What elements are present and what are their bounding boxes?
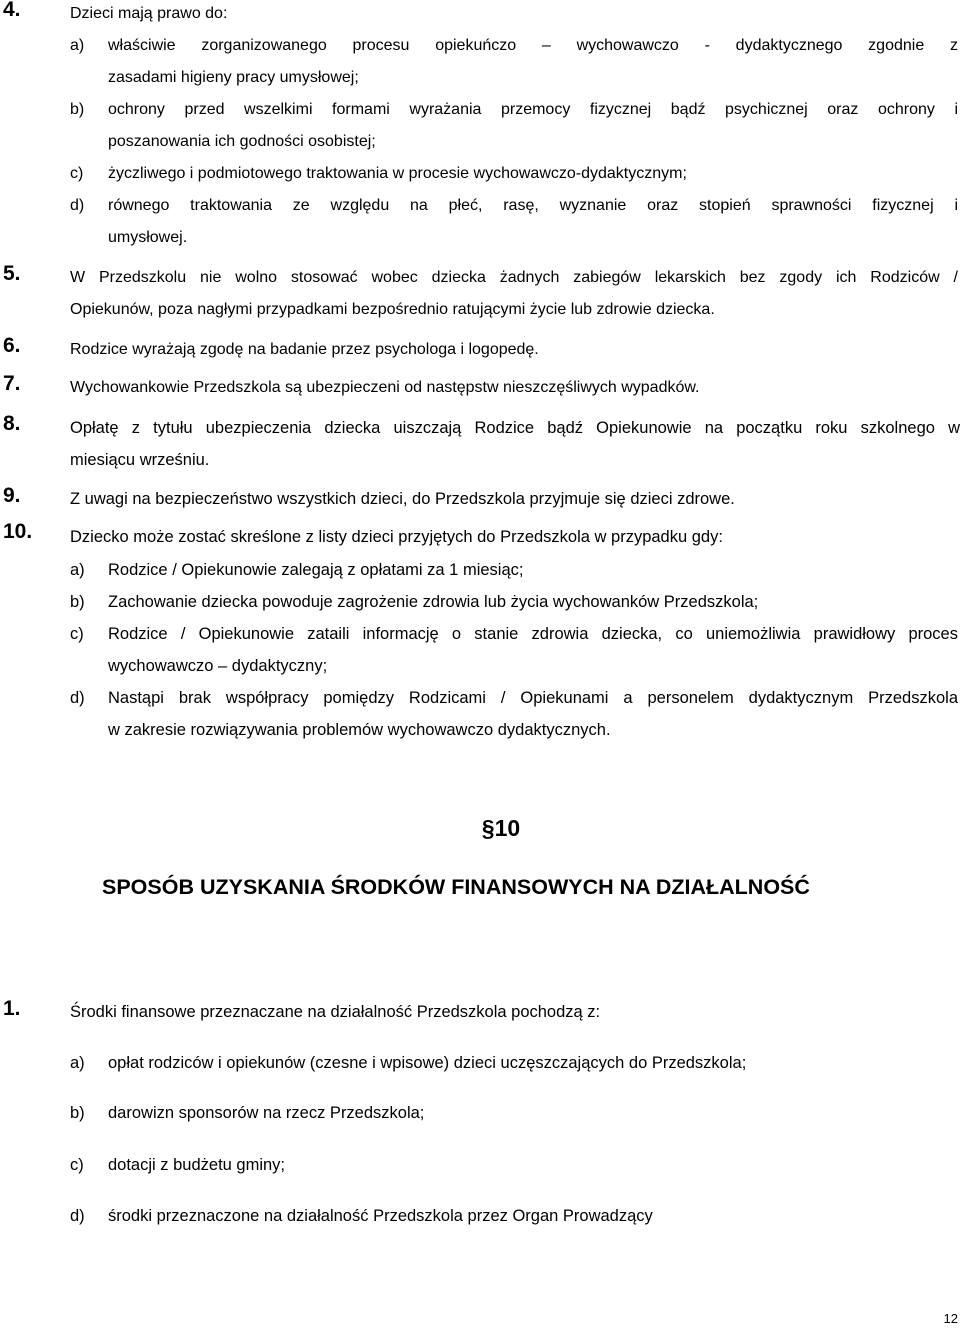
item-text-line: Nastąpi brak współpracy pomiędzy Rodzicami / Opiekunami a personelem dydaktycznym Przedszkola: [108, 689, 958, 707]
item-text-line: właściwie zorganizowanego procesu opiekuńczo – wychowawczo - dydaktycznego zgodnie z: [108, 37, 958, 54]
section-heading: SPOSÓB UZYSKANIA ŚRODKÓW FINANSOWYCH NA DZIAŁALNOŚĆ: [102, 875, 810, 899]
item-letter: b): [70, 593, 85, 611]
item-text: środki przeznaczone na działalność Przedszkola przez Organ Prowadzący: [108, 1207, 653, 1225]
point-text-line: W Przedszkolu nie wolno stosować wobec dziecka żadnych zabiegów lekarskich bez zgody ich Rodziców /: [70, 269, 958, 286]
point-number: 8.: [3, 412, 21, 435]
item-text: darowizn sponsorów na rzecz Przedszkola;: [108, 1104, 425, 1122]
point-number: 7.: [3, 372, 21, 395]
point-number: 10.: [3, 520, 33, 543]
point-text: Dzieci mają prawo do:: [70, 5, 228, 22]
point-text-line: miesiącu wrześniu.: [70, 451, 210, 469]
point-text: Środki finansowe przeznaczane na działalność Przedszkola pochodzą z:: [70, 1003, 601, 1021]
item-letter: b): [70, 101, 85, 118]
item-letter: d): [70, 1207, 85, 1225]
item-letter: c): [70, 165, 84, 182]
page-number: 12: [943, 1311, 958, 1326]
section-number: [0, 815, 960, 842]
section-symbol: §: [481, 815, 495, 841]
item-text-line: poszanowania ich godności osobistej;: [108, 133, 376, 150]
section-number-value: 10: [494, 815, 521, 841]
item-letter: a): [70, 1054, 85, 1072]
item-text-line: Zachowanie dziecka powoduje zagrożenie zdrowia lub życia wychowanków Przedszkola;: [108, 593, 759, 611]
point-number: 9.: [3, 484, 21, 507]
item-text-line: życzliwego i podmiotowego traktowania w procesie wychowawczo-dydaktycznym;: [108, 165, 687, 182]
item-text-line: w zakresie rozwiązywania problemów wychowawczo dydaktycznych.: [108, 721, 611, 739]
item-letter: a): [70, 37, 85, 54]
point-text-line: Opiekunów, poza nagłymi przypadkami bezpośrednio ratującymi życie lub zdrowie dziecka.: [70, 301, 715, 318]
item-letter: c): [70, 1156, 84, 1174]
item-text: opłat rodziców i opiekunów (czesne i wpisowe) dzieci uczęszczających do Przedszkola;: [108, 1054, 747, 1072]
point-text: Rodzice wyrażają zgodę na badanie przez psychologa i logopedę.: [70, 341, 539, 358]
item-letter: b): [70, 1104, 85, 1122]
point-number: 6.: [3, 334, 21, 357]
point-text: Wychowankowie Przedszkola są ubezpieczeni od następstw nieszczęśliwych wypadków.: [70, 379, 700, 396]
point-text: Dziecko może zostać skreślone z listy dzieci przyjętych do Przedszkola w przypadku gdy:: [70, 528, 723, 546]
item-text-line: Rodzice / Opiekunowie zalegają z opłatami za 1 miesiąc;: [108, 561, 524, 579]
item-text-line: umysłowej.: [108, 229, 188, 246]
item-letter: d): [70, 197, 85, 214]
item-letter: c): [70, 625, 84, 643]
point-text-line: Opłatę z tytułu ubezpieczenia dziecka uiszczają Rodzice bądź Opiekunowie na początku roku szkolnego w: [70, 419, 960, 437]
item-text-line: wychowawczo – dydaktyczny;: [108, 657, 328, 675]
point-number: 4.: [3, 0, 21, 21]
item-text-line: Rodzice / Opiekunowie zataili informację o stanie zdrowia dziecka, co uniemożliwia prawidłowy proces: [108, 625, 958, 643]
point-text: Z uwagi na bezpieczeństwo wszystkich dzieci, do Przedszkola przyjmuje się dzieci zdrowe.: [70, 490, 735, 508]
point-number: 1.: [3, 997, 21, 1020]
item-letter: a): [70, 561, 85, 579]
item-text-line: ochrony przed wszelkimi formami wyrażania przemocy fizycznej bądź psychicznej oraz ochrony i: [108, 101, 958, 118]
item-text: dotacji z budżetu gminy;: [108, 1156, 286, 1174]
item-text-line: zasadami higieny pracy umysłowej;: [108, 69, 359, 86]
item-text-line: równego traktowania ze względu na płeć, rasę, wyznanie oraz stopień sprawności fizycznej i: [108, 197, 958, 214]
point-number: 5.: [3, 262, 21, 285]
item-letter: d): [70, 689, 85, 707]
